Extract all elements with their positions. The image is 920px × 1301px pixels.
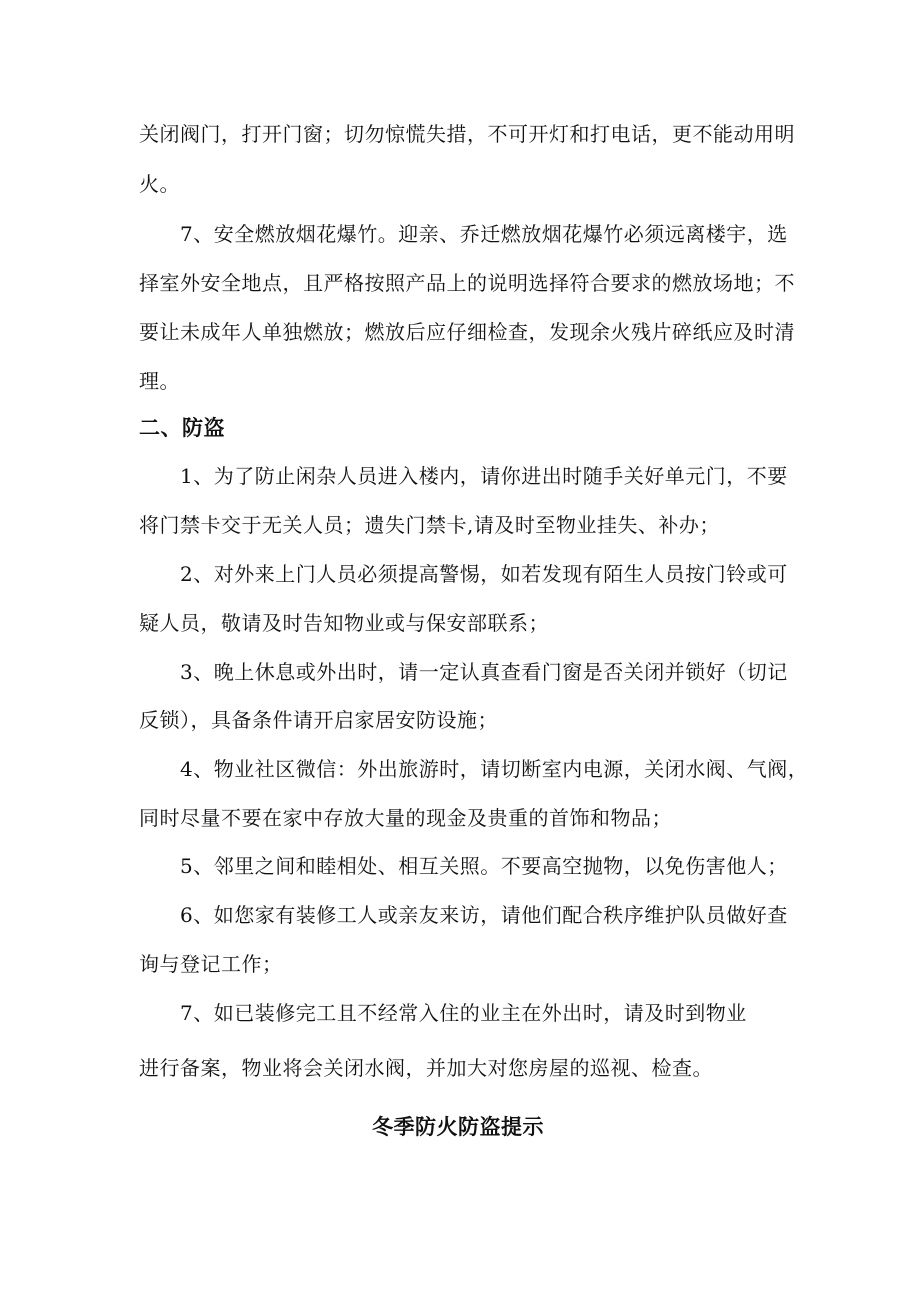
list-item-line: 4、物业社区微信：外出旅游时，请切断室内电源，关闭水阀、气阀，: [180, 757, 809, 781]
list-item-line: 7、如已装修完工且不经常入住的业主在外出时，请及时到物业: [180, 1001, 747, 1025]
paragraph-line: 理。: [139, 369, 180, 393]
list-item-line: 询与登记工作；: [139, 952, 283, 976]
list-item-line: 1、为了防止闲杂人员进入楼内，请你进出时随手关好单元门，不要: [180, 464, 788, 488]
paragraph-line: 要让未成年人单独燃放；燃放后应仔细检查，发现余火残片碎纸应及时清: [139, 320, 795, 344]
section-heading: 二、防盗: [139, 416, 225, 440]
list-item-line: 2、对外来上门人员必须提高警惕，如若发现有陌生人员按门铃或可: [180, 562, 788, 586]
paragraph-line: 火。: [139, 172, 180, 196]
list-item-line: 疑人员，敬请及时告知物业或与保安部联系；: [139, 611, 549, 635]
paragraph-line: 关闭阀门，打开门窗；切勿惊慌失措，不可开灯和打电话，更不能动用明: [139, 122, 795, 146]
list-item-line: 3、晚上休息或外出时，请一定认真查看门窗是否关闭并锁好（切记: [180, 660, 788, 684]
paragraph-line: 择室外安全地点，且严格按照产品上的说明选择符合要求的燃放场地；不: [139, 271, 795, 295]
section-title: 冬季防火防盗提示: [372, 1115, 544, 1139]
list-item-line: 反锁），具备条件请开启家居安防设施；: [139, 708, 498, 732]
paragraph-line: 7、安全燃放烟花爆竹。迎亲、乔迁燃放烟花爆竹必须远离楼宇，选: [180, 222, 788, 246]
list-item-line: 6、如您家有装修工人或亲友来访，请他们配合秩序维护队员做好查: [180, 903, 788, 927]
list-item-line: 5、邻里之间和睦相处、相互关照。不要高空抛物，以免伤害他人；: [180, 854, 788, 878]
list-item-line: 将门禁卡交于无关人员；遗失门禁卡,请及时至物业挂失、补办；: [139, 513, 720, 537]
list-item-line: 进行备案，物业将会关闭水阀，并加大对您房屋的巡视、检查。: [139, 1056, 713, 1080]
list-item-line: 同时尽量不要在家中存放大量的现金及贵重的首饰和物品；: [139, 806, 672, 830]
